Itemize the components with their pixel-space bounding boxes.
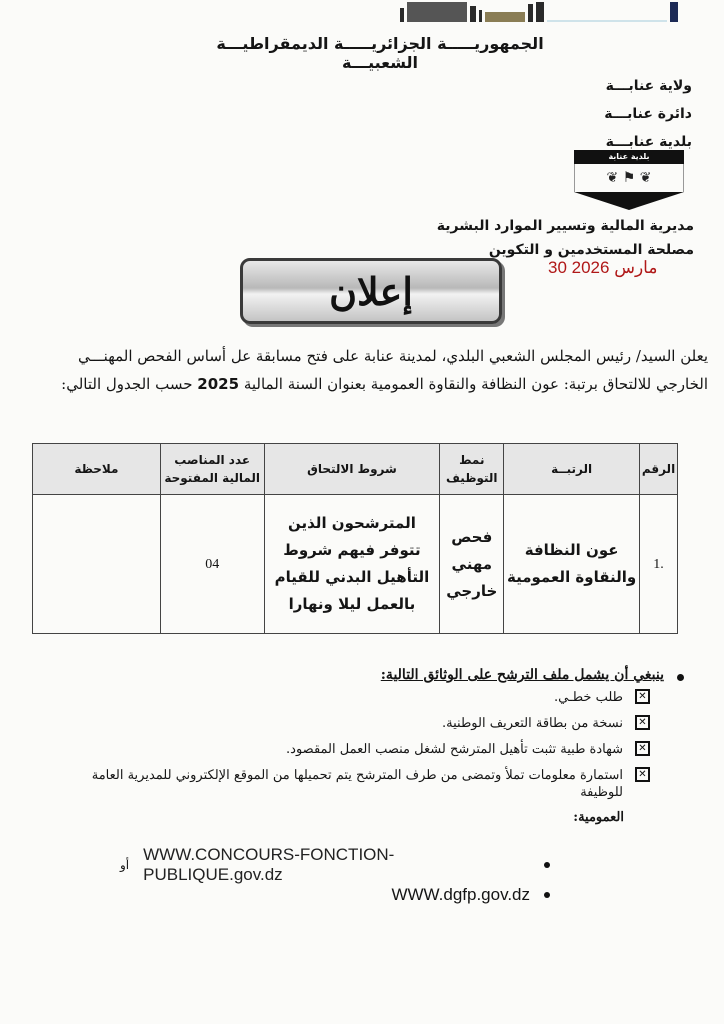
intro-line-2-end: حسب الجدول التالي: [61, 375, 193, 393]
commune-line: بلدية عنابـــة [605, 134, 692, 150]
or-label: أو [120, 858, 130, 872]
document-text: شهادة طبية تثبت تأهيل المترشح لشغل منصب العمل المقصود. [286, 742, 623, 757]
header-mode: نمط التوظيف [440, 444, 504, 495]
cell-conditions: المترشحون الذين تتوفر فيهم شروط التأهيل البدني للقيام بالعمل ليلا ونهارا [264, 495, 440, 634]
department-block [434, 214, 694, 262]
intro-paragraph [28, 342, 708, 398]
document-text: استمارة معلومات تملأ وتمضى من طرف المترشح يتم تحميلها من الموقع الإلكتروني للمديرية العامة للوظيفة [91, 768, 623, 800]
intro-line-2 [28, 370, 708, 398]
republic-heading: الجمهوريـــــة الجزائريـــــة الديمقراطيـــة الشعبيـــة [216, 34, 544, 72]
bullet-icon [544, 892, 550, 898]
checked-box-icon: ✕ [635, 741, 650, 756]
emblem-icon: ❦ ⚑ ❦ [574, 164, 684, 192]
municipality-logo [574, 150, 684, 212]
service-line: مصلحة المستخدمين و التكوين [488, 242, 694, 258]
cell-note [33, 495, 161, 634]
header-note: ملاحظة [33, 444, 161, 495]
document-item [64, 767, 650, 801]
header-rank: الرتبــة [504, 444, 640, 495]
required-documents [64, 667, 664, 825]
document-text: نسخة من بطاقة التعريف الوطنية. [442, 716, 623, 731]
cell-positions: 04 [160, 495, 264, 634]
intro-line-2-text: الخارجي للالتحاق برتبة: عون النظافة والنقاوة العمومية بعنوان السنة المالية [243, 375, 708, 393]
website-links [120, 845, 550, 910]
logo-banner: بلدية عنابة [574, 150, 684, 164]
document-text: طلب خطـي. [553, 690, 623, 705]
cell-number: .1 [640, 495, 678, 634]
link-row [120, 845, 550, 884]
positions-table [32, 443, 678, 634]
checked-box-icon: ✕ [635, 767, 650, 782]
table-header-row [33, 444, 678, 495]
checked-box-icon: ✕ [635, 715, 650, 730]
table-row [33, 495, 678, 634]
document-item [64, 741, 650, 758]
document-continuation: العمومية: [573, 810, 624, 825]
logo-arrow-icon [574, 192, 684, 210]
administration-block [492, 72, 692, 156]
cell-mode: فحص مهني خارجي [440, 495, 504, 634]
announcement-title-box [240, 258, 502, 324]
cell-rank: عون النظافة والنقاوة العمومية [504, 495, 640, 634]
fiscal-year: 2025 [197, 375, 240, 393]
directorate-line: مديرية المالية وتسيير الموارد البشرية [436, 218, 694, 234]
dgfp-link[interactable]: WWW.dgfp.gov.dz [391, 885, 530, 904]
header-number: الرقم [640, 444, 678, 495]
document-item [64, 689, 650, 706]
bullet-icon [544, 862, 550, 868]
concours-link[interactable]: WWW.CONCOURS-FONCTION-PUBLIQUE.gov.dz [143, 845, 395, 884]
header-positions: عدد المناصب المالية المفتوحة [160, 444, 264, 495]
wilaya-line: ولاية عنابـــة [605, 78, 692, 94]
intro-line-1: يعلن السيد/ رئيس المجلس الشعبي البلدي، لمدينة عنابة على فتح مسابقة عل أساس الفحص المهنـــي [78, 347, 708, 365]
header-conditions: شروط الالتحاق [264, 444, 440, 495]
announcement-title: إعلان [329, 268, 413, 314]
document-item [64, 715, 650, 732]
date-stamp: 30 مارس 2026 [548, 258, 658, 277]
daira-line: دائرة عنابـــة [604, 106, 692, 122]
documents-heading: ينبغي أن يشمل ملف الترشح على الوثائق التالية: [64, 667, 664, 683]
scanned-photo-strip [400, 0, 724, 22]
checked-box-icon: ✕ [635, 689, 650, 704]
